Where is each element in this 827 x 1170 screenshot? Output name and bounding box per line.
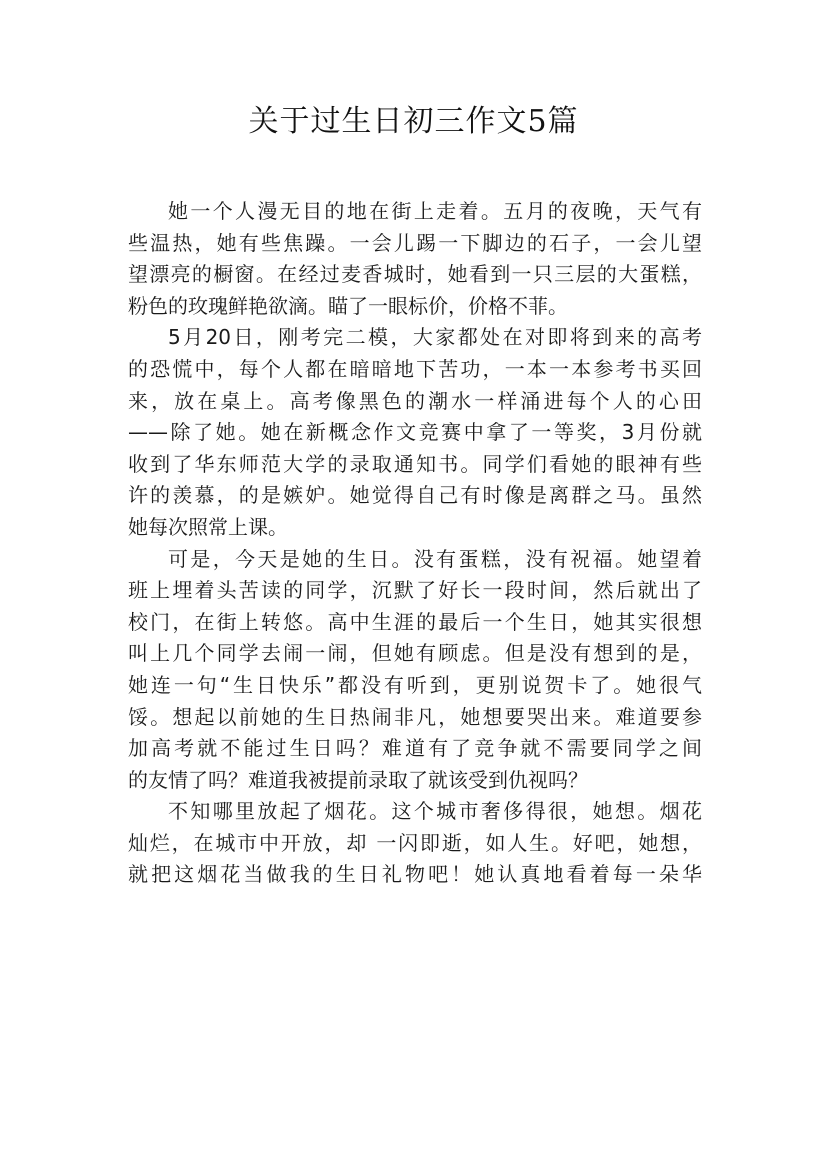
paragraph-2-line-5: 收到了华东师范大学的录取通知书。同学们看她的眼神有些	[128, 451, 702, 476]
paragraph-3-line-8: 的友情了吗？难道我被提前录取了就该受到仇视吗？	[128, 767, 588, 792]
paragraph-4-line-3: 就把这烟花当做我的生日礼物吧！她认真地看着每一朵华	[128, 862, 702, 887]
paragraph-2-line-1: 5月20日，刚考完二模，大家都处在对即将到来的高考	[168, 325, 702, 350]
paragraph-3-line-2: 班上埋着头苦读的同学，沉默了好长一段时间，然后就出了	[128, 578, 702, 603]
paragraph-3-line-6: 馁。想起以前她的生日热闹非凡，她想要哭出来。难道要参	[128, 704, 702, 729]
paragraph-3-line-4: 叫上几个同学去闹一闹，但她有顾虑。但是没有想到的是，	[128, 641, 702, 666]
paragraph-1-line-1: 她一个人漫无目的地在街上走着。五月的夜晚，天气有	[168, 199, 702, 223]
paragraph-3-line-5: 她连一句“生日快乐”都没有听到，更别说贺卡了。她很气	[128, 672, 702, 697]
paragraph-3-line-7: 加高考就不能过生日吗？难道有了竞争就不需要同学之间	[128, 736, 702, 761]
paragraph-2-line-3: 来，放在桌上。高考像黑色的潮水一样涌进每个人的心田	[128, 388, 702, 413]
paragraph-2-line-7: 她每次照常上课。	[128, 514, 288, 539]
document-title: 关于过生日初三作文5篇	[248, 104, 579, 139]
paragraph-3-line-3: 校门，在街上转悠。高中生涯的最后一个生日，她其实很想	[128, 609, 702, 634]
paragraph-1-line-4: 粉色的玫瑰鲜艳欲滴。瞄了一眼标价，价格不菲。	[128, 293, 568, 318]
paragraph-1-line-2: 些温热，她有些焦躁。一会儿踢一下脚边的石子，一会儿望	[128, 230, 702, 255]
paragraph-2-line-6: 许的羡慕，的是嫉妒。她觉得自己有时像是离群之马。虽然	[128, 483, 702, 508]
paragraph-4-line-1: 不知哪里放起了烟花。这个城市奢侈得很，她想。烟花	[168, 799, 702, 824]
paragraph-1-line-3: 望漂亮的橱窗。在经过麦香城时，她看到一只三层的大蛋糕，	[128, 262, 702, 287]
paragraph-3-line-1: 可是，今天是她的生日。没有蛋糕，没有祝福。她望着	[168, 546, 702, 571]
paragraph-2-line-4: ——除了她。她在新概念作文竞赛中拿了一等奖，3月份就	[128, 420, 702, 445]
paragraph-4-line-2: 灿烂，在城市中开放，却 一闪即逝，如人生。好吧，她想，	[128, 830, 702, 855]
document-body	[128, 196, 702, 891]
paragraph-2-line-2: 的恐慌中，每个人都在暗暗地下苦功，一本一本参考书买回	[128, 356, 702, 381]
